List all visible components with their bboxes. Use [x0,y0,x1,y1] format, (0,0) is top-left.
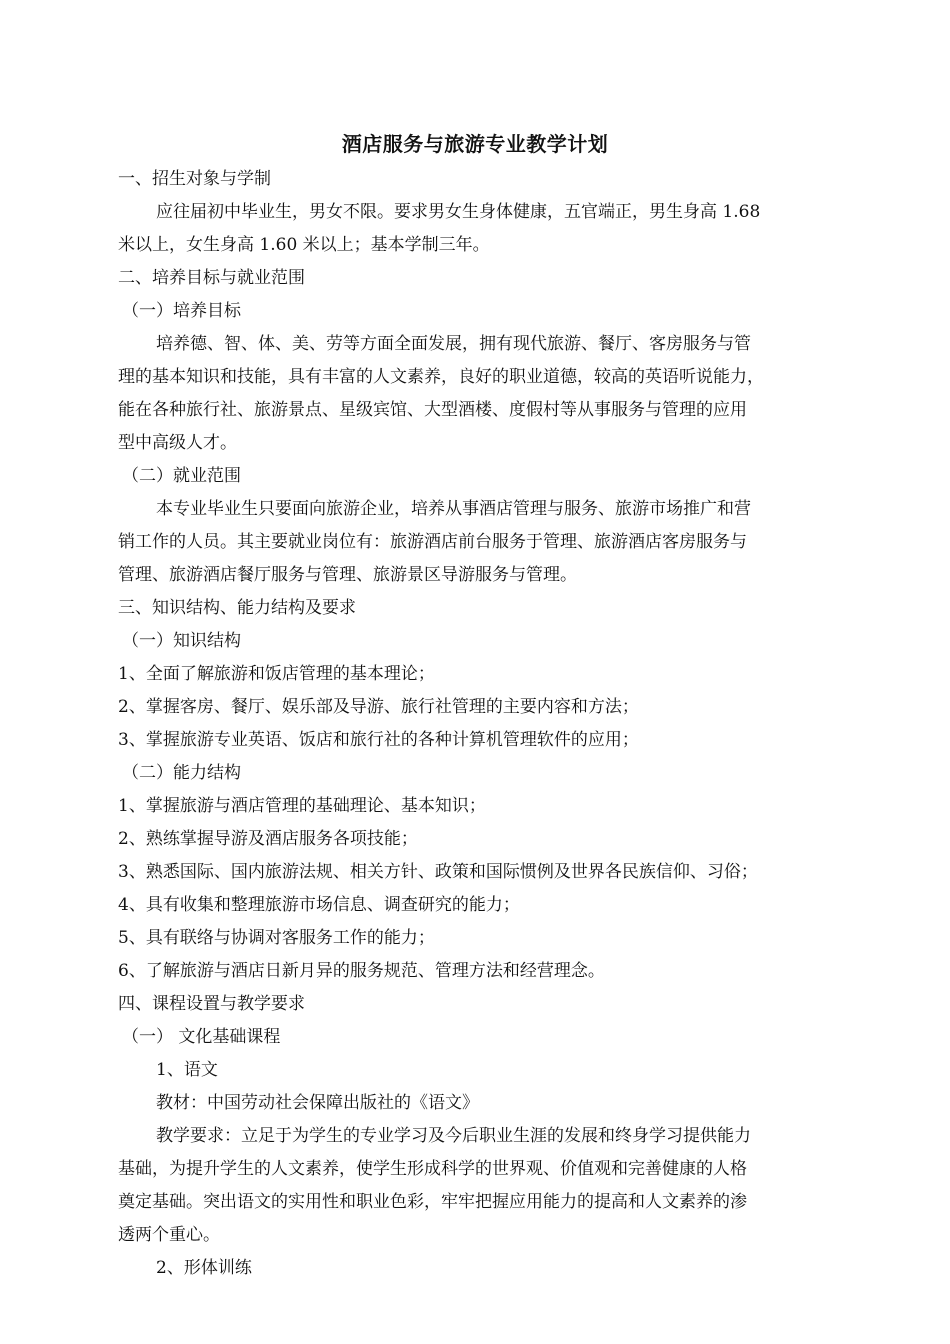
paragraph-line: 型中高级人才。 [118,433,237,453]
list-item: 1、掌握旅游与酒店管理的基础理论、基本知识； [118,796,486,816]
list-item: 5、具有联络与协调对客服务工作的能力； [118,928,435,948]
course-heading: 2、形体训练 [156,1258,252,1278]
subsection-heading: （二）能力结构 [122,763,241,783]
paragraph-line: 管理、旅游酒店餐厅服务与管理、旅游景区导游服务与管理。 [118,565,577,585]
paragraph-line: 教学要求：立足于为学生的专业学习及今后职业生涯的发展和终身学习提供能力 [156,1126,751,1146]
list-item: 2、掌握客房、餐厅、娱乐部及导游、旅行社管理的主要内容和方法； [118,697,639,717]
paragraph-line: 米以上，女生身高 1.60 米以上；基本学制三年。 [118,235,490,255]
paragraph-line: 本专业毕业生只要面向旅游企业，培养从事酒店管理与服务、旅游市场推广和营 [156,499,751,519]
list-item: 3、掌握旅游专业英语、饭店和旅行社的各种计算机管理软件的应用； [118,730,639,750]
document-title: 酒店服务与旅游专业教学计划 [341,132,609,156]
paragraph-line: 透两个重心。 [118,1225,220,1245]
section-heading-1: 一、招生对象与学制 [118,169,271,189]
list-item: 6、了解旅游与酒店日新月异的服务规范、管理方法和经营理念。 [118,961,605,981]
paragraph-line: 销工作的人员。其主要就业岗位有：旅游酒店前台服务于管理、旅游酒店客房服务与 [118,532,747,552]
paragraph-line: 能在各种旅行社、旅游景点、星级宾馆、大型酒楼、度假村等从事服务与管理的应用 [118,400,747,420]
subsection-heading: （一） 文化基础课程 [122,1027,281,1047]
subsection-heading: （二）就业范围 [122,466,241,486]
list-item: 2、熟练掌握导游及酒店服务各项技能； [118,829,418,849]
paragraph-line: 奠定基础。突出语文的实用性和职业色彩，牢牢把握应用能力的提高和人文素养的渗 [118,1192,747,1212]
section-heading-2: 二、培养目标与就业范围 [118,268,305,288]
paragraph-line: 教材：中国劳动社会保障出版社的《语文》 [156,1093,479,1113]
section-heading-4: 四、课程设置与教学要求 [118,994,305,1014]
subsection-heading: （一）培养目标 [122,301,241,321]
course-heading: 1、语文 [156,1060,218,1080]
section-heading-3: 三、知识结构、能力结构及要求 [118,598,356,618]
list-item: 1、全面了解旅游和饭店管理的基本理论； [118,664,435,684]
paragraph-line: 应往届初中毕业生，男女不限。要求男女生身体健康，五官端正，男生身高 1.68 [156,202,761,222]
list-item: 4、具有收集和整理旅游市场信息、调查研究的能力； [118,895,520,915]
paragraph-line: 基础，为提升学生的人文素养，使学生形成科学的世界观、价值观和完善健康的人格 [118,1159,747,1179]
paragraph-line: 培养德、智、体、美、劳等方面全面发展，拥有现代旅游、餐厅、客房服务与管 [156,334,751,354]
subsection-heading: （一）知识结构 [122,631,241,651]
paragraph-line: 理的基本知识和技能，具有丰富的人文素养，良好的职业道德，较高的英语听说能力， [118,367,764,387]
list-item: 3、熟悉国际、国内旅游法规、相关方针、政策和国际惯例及世界各民族信仰、习俗； [118,862,758,882]
